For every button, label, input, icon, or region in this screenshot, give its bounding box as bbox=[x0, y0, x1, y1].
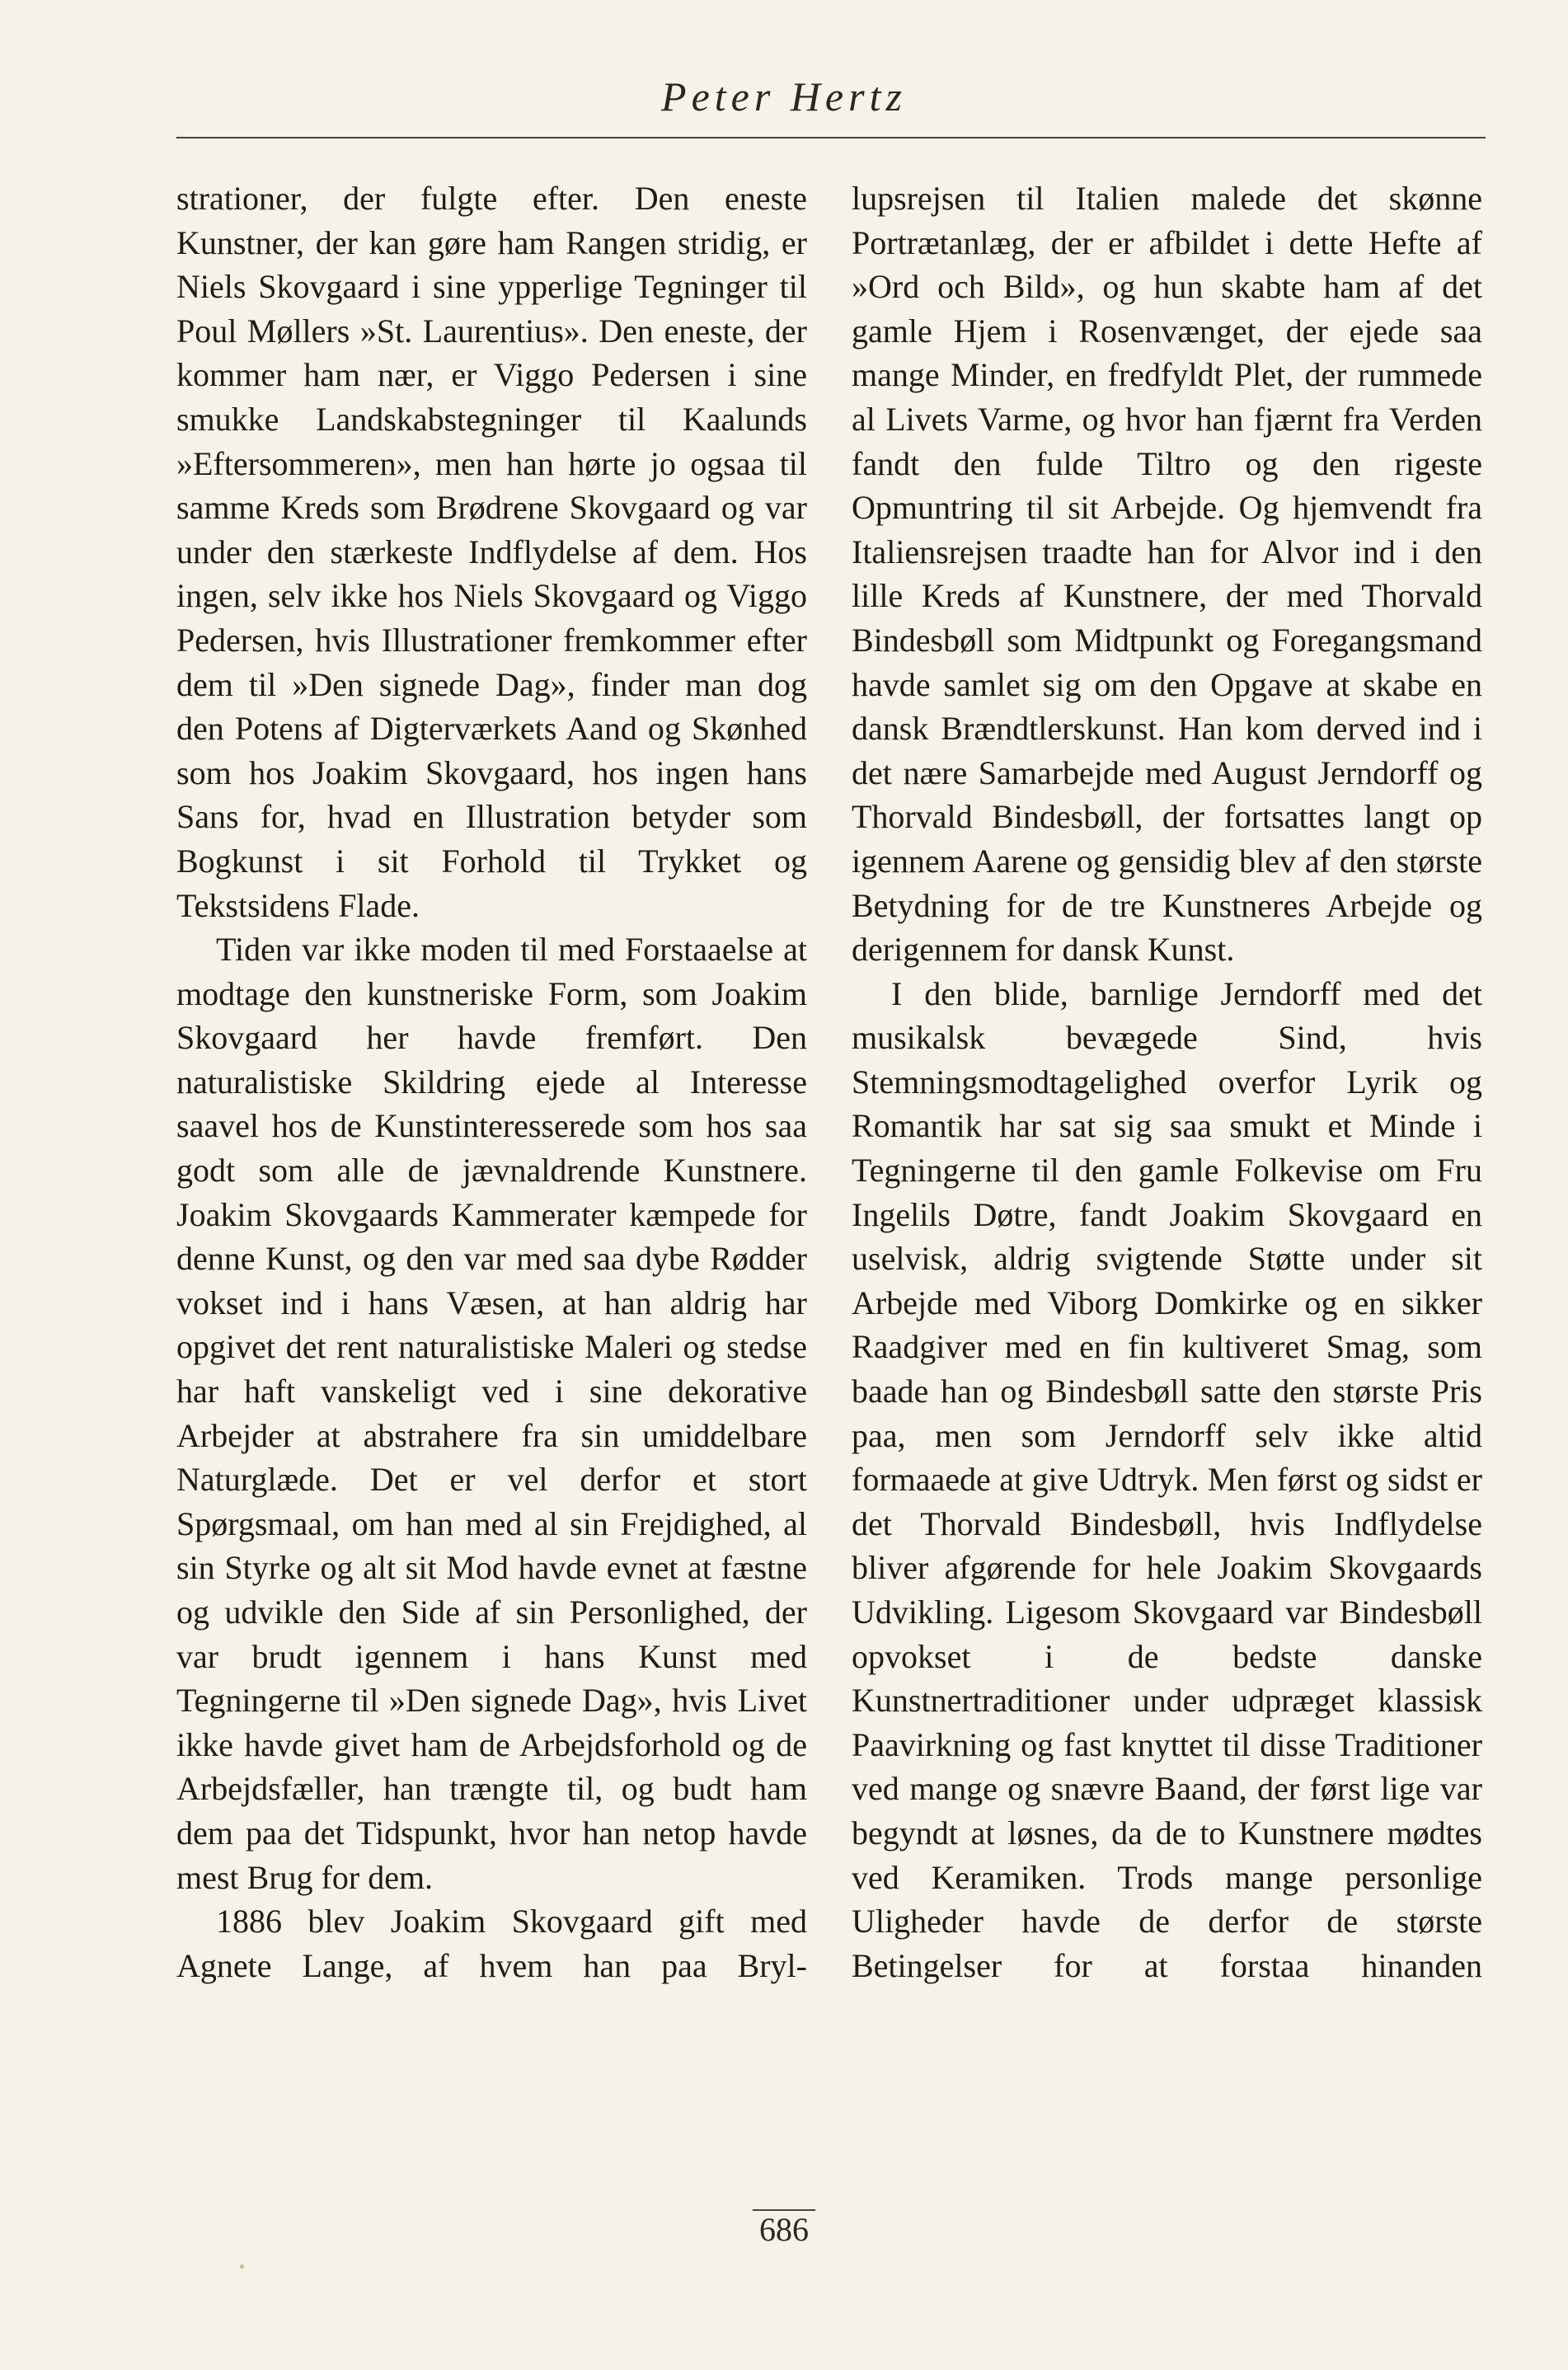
paragraph: 1886 blev Joakim Skovgaard gift med Agnete Lange, af hvem han paa Bryl- bbox=[176, 1903, 807, 1984]
paragraph: Tiden var ikke moden til med Forstaaelse at modtage den kunstneriske Form, som Joakim Skovgaard her havde fremført. Den naturalistiske Skildring ejede al Interesse saavel hos de Kunstinteresserede som hos saa godt som alle de jævnaldrende Kunstnere. Joakim Skovgaards Kammerater kæmpede for denne Kunst, og den var med saa dybe Rødder vokset ind i hans Væsen, at han aldrig har opgivet det rent naturalistiske Maleri og stedse har haft vanskeligt ved i sine dekorative Arbejder at abstrahere fra sin umiddelbare Naturglæde. Det er vel derfor et stort Spørgsmaal, om han med al sin Frejdighed, al sin Styrke og alt sit Mod havde evnet at fæstne og udvikle den Side af sin Personlighed, der var brudt igennem i hans Kunst med Tegningerne til »Den signede Dag», hvis Livet ikke havde givet ham de Arbejdsforhold og de Arbejdsfæller, han trængte til, og budt ham dem paa det Tidspunkt, hvor han netop havde mest Brug for dem. bbox=[176, 931, 807, 1896]
header-rule bbox=[176, 137, 1486, 138]
paragraph: lupsrejsen til Italien malede det skønne Portrætanlæg, der er afbildet i dette Hefte af »Ord och Bild», og hun skabte ham af det gamle Hjem i Rosenvænget, der ejede saa mange Minder, en fredfyldt Plet, der rummede al Livets Varme, og hvor han fjærnt fra Verden fandt den fulde Tiltro og den rigeste Opmuntring til sit Arbejde. Og hjemvendt fra Italiensrejsen traadte han for Alvor ind i den lille Kreds af Kunstnere, der med Thorvald Bindesbøll som Midtpunkt og Foregangsmand havde samlet sig om den Opgave at skabe en dansk Brændtlerskunst. Han kom derved ind i det nære Samarbejde med August Jerndorff og Thorvald Bindesbøll, der fortsattes langt op igennem Aarene og gensidig blev af den største Betydning for de tre Kunstneres Arbejde og derigennem for dansk Kunst. bbox=[852, 180, 1482, 969]
paper-speck bbox=[240, 2264, 244, 2269]
page-number-text: 686 bbox=[753, 2209, 815, 2248]
paragraph: I den blide, barnlige Jerndorff med det musikalsk bevægede Sind, hvis Stemningsmodtagelighed overfor Lyrik og Romantik har sat sig saa smukt et Minde i Tegningerne til den gamle Folkevise om Fru Ingelils Døtre, fandt Joakim Skovgaard en uselvisk, aldrig svigtende Støtte under sit Arbejde med Viborg Domkirke og en sikker Raadgiver med en fin kultiveret Smag, som baade han og Bindesbøll satte den største Pris paa, men som Jerndorff selv ikke altid formaaede at give Udtryk. Men først og sidst er det Thorvald Bindesbøll, hvis Indflydelse bliver afgørende for hele Joakim Skovgaards Udvikling. Ligesom Skovgaard var Bindesbøll opvokset i de bedste danske Kunstnertraditioner under udpræget klassisk Paavirkning og fast knyttet til disse Traditioner ved mange og snævre Baand, der først lige var begyndt at løsnes, da de to Kunstnere mødtes ved Keramiken. Trods mange personlige Uligheder havde de derfor de største Betingelser for at forstaa hinanden bbox=[852, 974, 1482, 1984]
left-column bbox=[176, 176, 807, 1988]
page-number bbox=[0, 2210, 1568, 2249]
paragraph: strationer, der fulgte efter. Den eneste Kunstner, der kan gøre ham Rangen stridig, er Niels Skovgaard i sine ypperlige Tegninger til Poul Møllers »St. Laurentius». Den eneste, der kommer ham nær, er Viggo Pedersen i sine smukke Landskabstegninger til Kaalunds »Eftersommeren», men han hørte jo ogsaa til samme Kreds som Brødrene Skovgaard og var under den stærkeste Indflydelse af dem. Hos ingen, selv ikke hos Niels Skovgaard og Viggo Pedersen, hvis Illustrationer fremkommer efter dem til »Den signede Dag», finder man dog den Potens af Digterværkets Aand og Skønhed som hos Joakim Skovgaard, hos ingen hans Sans for, hvad en Illustration betyder som Bogkunst i sit Forhold til Trykket og Tekstsidens Flade. bbox=[176, 180, 807, 924]
right-column bbox=[852, 176, 1482, 1988]
running-head: Peter Hertz bbox=[661, 73, 907, 120]
